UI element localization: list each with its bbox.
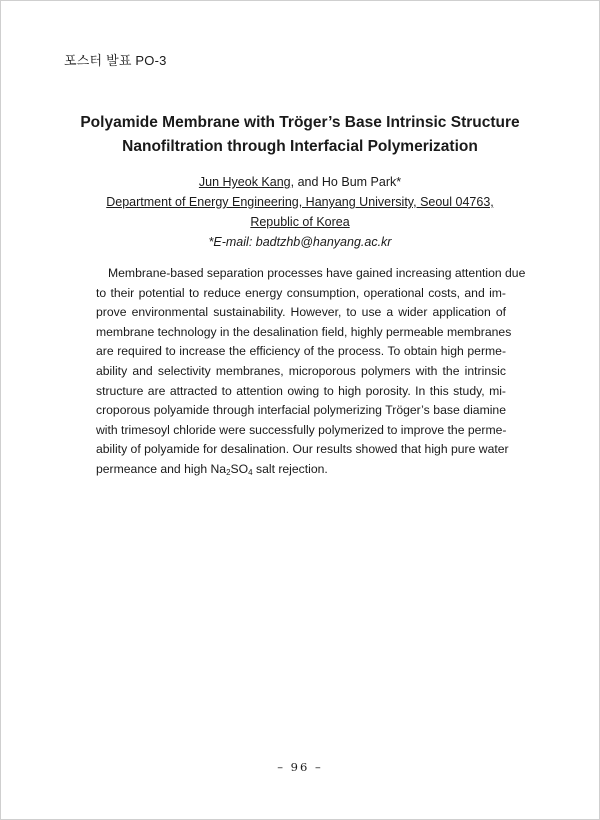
author-line [40,172,560,192]
subscript-4: 4 [248,467,253,477]
abstract-last-suffix: salt rejection. [252,461,328,476]
abstract-line: to their potential to reduce energy consumption, operational costs, and im- [96,285,506,300]
page-number: – 96 – [277,760,323,774]
title-line-1: Polyamide Membrane with Tröger’s Base Intrinsic Structure [80,114,520,131]
abstract-line: Membrane-based separation processes have gained increasing attention due [108,266,526,280]
abstract-line: ability and selectivity membranes, microporous polymers with the intrinsic [96,363,506,378]
abstract-line: croporous polyamide through interfacial polymerizing Tröger’s base diamine [96,403,506,418]
subscript-2: 2 [226,467,231,477]
author-block [40,172,560,252]
abstract-line: ability of polyamide for desalination. Our results showed that high pure water [96,442,509,457]
author-name-1: Jun Hyeok Kang [198,175,291,189]
abstract-line: membrane technology in the desalination field, highly permeable membranes [96,324,512,339]
affiliation-line-1: Department of Energy Engineering, Hanyang University, Seoul 04763, [106,195,494,209]
abstract-body [96,264,526,483]
session-label: 포스터 발표 PO-3 [64,53,167,68]
abstract-last-mid: SO [230,461,249,476]
author-name-2: , and Ho Bum Park* [290,175,402,189]
paper-title [40,111,560,159]
abstract-line: structure are attracted to attention owing to high porosity. In this study, mi- [96,383,506,398]
abstract-line-last [96,460,506,483]
affiliation-line-2: Republic of Korea [250,215,350,229]
email-line: *E-mail: badtzhb@hanyang.ac.kr [208,235,392,249]
title-line-2: Nanofiltration through Interfacial Polymerization [122,138,478,155]
abstract-line: with trimesoyl chloride were successfully polymerized to improve the perme- [96,422,507,437]
abstract-last-prefix: permeance and high Na [96,461,227,476]
abstract-line: are required to increase the efficiency of the process. To obtain high perme- [96,344,506,359]
abstract-line: prove environmental sustainability. However, to use a wider application of [96,305,506,320]
